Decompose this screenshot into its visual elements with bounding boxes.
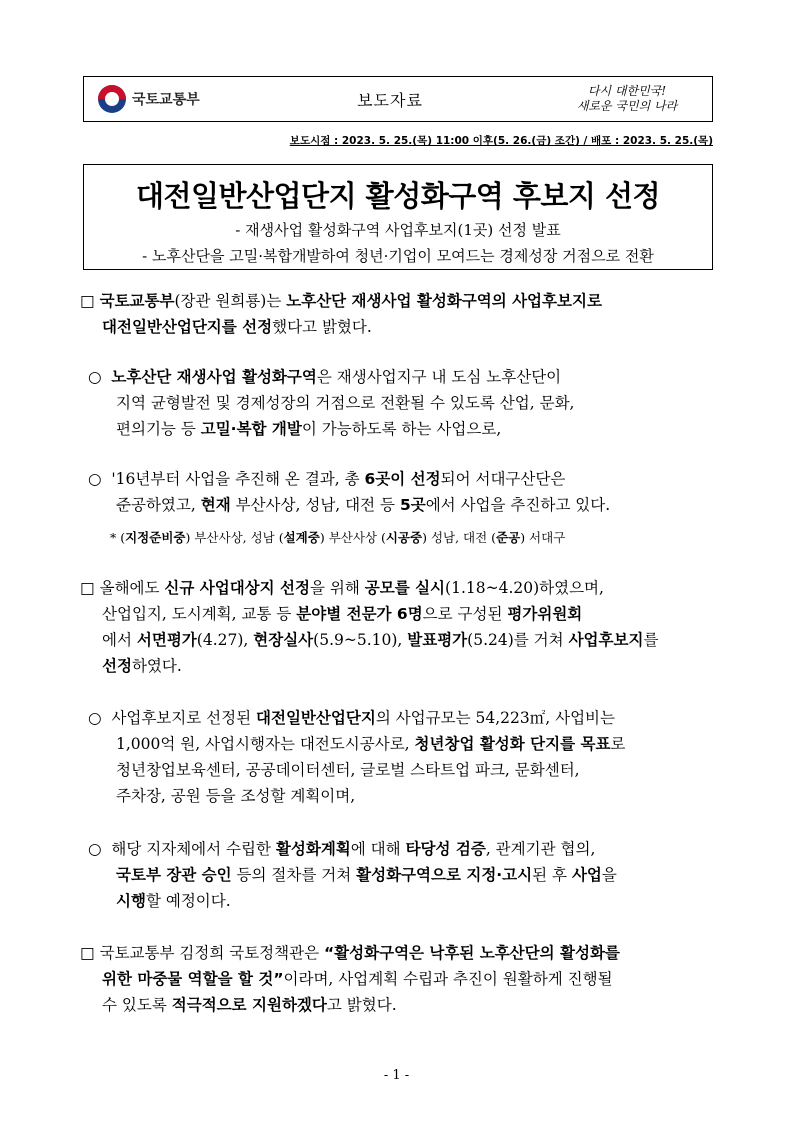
- slogan-line2: 새로운 국민의 나라: [576, 99, 678, 113]
- subtitle-1: - 재생사업 활성화구역 사업후보지(1곳) 선정 발표: [235, 221, 561, 239]
- circle-bullet-icon: ○: [88, 709, 102, 727]
- circle-bullet-icon: ○: [88, 840, 102, 858]
- footnote: * (지정준비중) 부산사상, 성남 (설계중) 부산사상 (시공중) 성남, 대전 (준공) 서대구: [110, 530, 566, 545]
- paragraph-2: □ 올해에도 신규 사업대상지 선정을 위해 공모를 실시(1.18~4.20)하였으며, 산업입지, 도시계획, 교통 등 분야별 전문가 6명으로 구성된 평가위원회 에서 서면평가(4.27), 현장실사(5.9~5.10), 발표평가(5.24)를 거쳐 사업후보지를 선정하였다.: [80, 579, 659, 675]
- subtitle-2: - 노후산단을 고밀·복합개발하여 청년·기업이 모여드는 경제성장 거점으로 전환: [142, 247, 654, 265]
- square-bullet-icon: □: [80, 292, 95, 310]
- square-bullet-icon: □: [80, 944, 95, 962]
- ministry-name: 국토교통부: [132, 92, 200, 108]
- taegeuk-icon: [98, 85, 126, 113]
- bullet-3: ○ 사업후보지로 선정된 대전일반산업단지의 사업규모는 54,223㎡, 사업비는 1,000억 원, 사업시행자는 대전도시공사로, 청년창업 활성화 단지를 목표로 청년창업보육센터, 공공데이터센터, 글로벌 스타트업 파크, 문화센터, 주차장, 공원 등을 조성할 계획이며,: [88, 709, 626, 805]
- page-number: - 1 -: [383, 1068, 410, 1083]
- header-box: [83, 76, 713, 122]
- title-box: [83, 164, 713, 270]
- slogan: [552, 84, 702, 114]
- ministry-logo: [98, 85, 258, 113]
- slogan-line1: 다시 대한민국!: [587, 84, 667, 98]
- bullet-1: ○ 노후산단 재생사업 활성화구역은 재생사업지구 내 도심 노후산단이 지역 균형발전 및 경제성장의 거점으로 전환될 수 있도록 산업, 문화, 편의기능 등 고밀·복합 개발이 가능하도록 하는 사업으로,: [88, 368, 575, 438]
- square-bullet-icon: □: [80, 579, 95, 597]
- bullet-2: ○ '16년부터 사업을 추진해 온 결과, 총 6곳이 선정되어 서대구산단은 준공하였고, 현재 부산사상, 성남, 대전 등 5곳에서 사업을 추진하고 있다.: [88, 470, 611, 514]
- doc-type: 보도자료: [357, 90, 423, 110]
- bullet-4: ○ 해당 지자체에서 수립한 활성화계획에 대해 타당성 검증, 관계기관 협의, 국토부 장관 승인 등의 절차를 거쳐 활성화구역으로 지정·고시된 후 사업을 시행할 예정이다.: [88, 840, 617, 910]
- circle-bullet-icon: ○: [88, 368, 102, 386]
- page-title: 대전일반산업단지 활성화구역 후보지 선정: [135, 179, 661, 213]
- circle-bullet-icon: ○: [88, 470, 102, 488]
- paragraph-3: □ 국토교통부 김정희 국토정책관은 “활성화구역은 낙후된 노후산단의 활성화를 위한 마중물 역할을 할 것”이라며, 사업계획 수립과 추진이 원활하게 진행될 수 있도록 적극적으로 지원하겠다고 밝혔다.: [80, 944, 620, 1014]
- embargo-line: 보도시점 : 2023. 5. 25.(목) 11:00 이후(5. 26.(금) 조간) / 배포 : 2023. 5. 25.(목): [289, 135, 713, 147]
- paragraph-1: □ 국토교통부(장관 원희룡)는 노후산단 재생사업 활성화구역의 사업후보지로 대전일반산업단지를 선정했다고 밝혔다.: [80, 292, 602, 336]
